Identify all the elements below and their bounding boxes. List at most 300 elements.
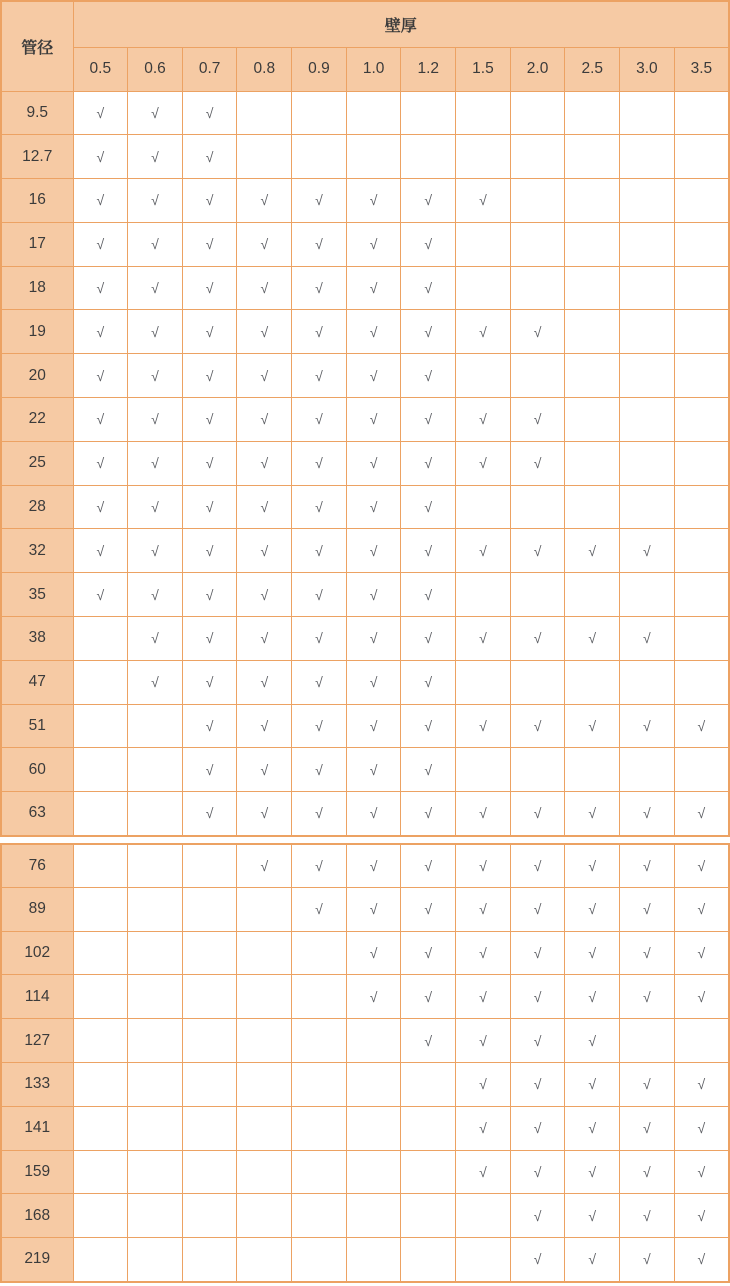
check-cell: √ <box>346 748 401 792</box>
check-cell <box>620 222 675 266</box>
thickness-col-header: 0.7 <box>182 47 237 91</box>
check-cell: √ <box>182 354 237 398</box>
check-cell <box>510 660 565 704</box>
table-row <box>1 310 729 354</box>
check-cell <box>182 844 237 888</box>
check-cell: √ <box>182 485 237 529</box>
table-row <box>1 398 729 442</box>
check-cell <box>620 748 675 792</box>
check-cell: √ <box>401 573 456 617</box>
table-row <box>1 1150 729 1194</box>
check-cell <box>73 748 128 792</box>
check-cell: √ <box>182 266 237 310</box>
check-cell: √ <box>128 310 183 354</box>
check-cell: √ <box>182 310 237 354</box>
check-cell <box>237 1238 292 1282</box>
check-cell <box>510 91 565 135</box>
table-row <box>1 1019 729 1063</box>
check-cell: √ <box>237 573 292 617</box>
diameter-cell: 60 <box>1 748 73 792</box>
diameter-cell: 35 <box>1 573 73 617</box>
check-cell: √ <box>510 1238 565 1282</box>
table-row <box>1 1106 729 1150</box>
check-cell: √ <box>73 91 128 135</box>
check-cell: √ <box>674 704 729 748</box>
check-cell <box>565 441 620 485</box>
check-cell: √ <box>510 704 565 748</box>
check-cell: √ <box>456 310 511 354</box>
check-cell <box>292 135 347 179</box>
check-cell: √ <box>620 704 675 748</box>
check-cell: √ <box>128 266 183 310</box>
check-cell: √ <box>456 398 511 442</box>
check-cell: √ <box>292 529 347 573</box>
check-cell: √ <box>182 179 237 223</box>
table-row <box>1 704 729 748</box>
diameter-cell: 133 <box>1 1063 73 1107</box>
table-row <box>1 222 729 266</box>
check-cell: √ <box>510 931 565 975</box>
check-cell <box>674 91 729 135</box>
check-cell <box>128 748 183 792</box>
check-cell <box>182 1238 237 1282</box>
check-cell: √ <box>73 310 128 354</box>
table-row <box>1 573 729 617</box>
check-cell <box>182 1019 237 1063</box>
check-cell: √ <box>565 844 620 888</box>
table-row <box>1 1063 729 1107</box>
check-cell: √ <box>620 1150 675 1194</box>
check-cell <box>456 222 511 266</box>
check-cell: √ <box>674 1150 729 1194</box>
check-cell <box>674 617 729 661</box>
diameter-cell: 168 <box>1 1194 73 1238</box>
diameter-cell: 25 <box>1 441 73 485</box>
pipe-spec-table-lower <box>0 843 730 1283</box>
check-cell <box>73 1150 128 1194</box>
check-cell: √ <box>346 529 401 573</box>
check-cell: √ <box>510 792 565 836</box>
check-cell: √ <box>401 354 456 398</box>
check-cell <box>620 573 675 617</box>
thickness-col-header: 2.5 <box>565 47 620 91</box>
check-cell: √ <box>510 1194 565 1238</box>
thickness-col-header: 0.5 <box>73 47 128 91</box>
diameter-cell: 38 <box>1 617 73 661</box>
check-cell: √ <box>565 975 620 1019</box>
check-cell <box>456 266 511 310</box>
check-cell: √ <box>620 1106 675 1150</box>
check-cell <box>182 1194 237 1238</box>
diameter-cell: 16 <box>1 179 73 223</box>
check-cell: √ <box>620 529 675 573</box>
check-cell: √ <box>456 792 511 836</box>
check-cell <box>674 573 729 617</box>
check-cell <box>237 1150 292 1194</box>
thickness-col-header: 0.6 <box>128 47 183 91</box>
check-cell: √ <box>346 398 401 442</box>
check-cell <box>73 844 128 888</box>
check-cell: √ <box>565 617 620 661</box>
check-cell: √ <box>73 135 128 179</box>
diameter-header: 管径 <box>1 1 73 91</box>
check-cell: √ <box>73 222 128 266</box>
check-cell <box>565 660 620 704</box>
check-cell: √ <box>401 748 456 792</box>
check-cell <box>128 1063 183 1107</box>
check-cell: √ <box>292 887 347 931</box>
check-cell: √ <box>346 573 401 617</box>
check-cell: √ <box>128 398 183 442</box>
check-cell <box>182 931 237 975</box>
check-cell: √ <box>401 975 456 1019</box>
check-cell <box>182 1106 237 1150</box>
check-cell <box>237 1194 292 1238</box>
diameter-cell: 141 <box>1 1106 73 1150</box>
check-cell: √ <box>128 485 183 529</box>
check-cell: √ <box>292 179 347 223</box>
check-cell <box>128 1106 183 1150</box>
check-cell: √ <box>674 1238 729 1282</box>
check-cell: √ <box>346 179 401 223</box>
check-cell: √ <box>401 1019 456 1063</box>
check-cell: √ <box>237 485 292 529</box>
check-cell <box>73 1238 128 1282</box>
check-cell <box>674 660 729 704</box>
check-cell <box>565 91 620 135</box>
check-cell: √ <box>128 179 183 223</box>
check-cell: √ <box>565 704 620 748</box>
check-cell: √ <box>292 844 347 888</box>
check-cell: √ <box>620 1194 675 1238</box>
check-cell <box>565 398 620 442</box>
check-cell: √ <box>237 704 292 748</box>
check-cell <box>620 179 675 223</box>
check-cell <box>674 1019 729 1063</box>
check-cell: √ <box>292 573 347 617</box>
thickness-col-header: 0.8 <box>237 47 292 91</box>
check-cell <box>510 179 565 223</box>
thickness-col-header: 0.9 <box>292 47 347 91</box>
check-cell: √ <box>510 975 565 1019</box>
check-cell <box>237 931 292 975</box>
check-cell <box>510 485 565 529</box>
check-cell <box>674 354 729 398</box>
check-cell <box>401 1106 456 1150</box>
check-cell: √ <box>401 844 456 888</box>
check-cell: √ <box>237 354 292 398</box>
check-cell <box>565 748 620 792</box>
check-cell: √ <box>565 1063 620 1107</box>
check-cell: √ <box>128 441 183 485</box>
diameter-cell: 9.5 <box>1 91 73 135</box>
check-cell <box>401 91 456 135</box>
check-cell: √ <box>346 975 401 1019</box>
check-cell: √ <box>73 179 128 223</box>
check-cell: √ <box>182 748 237 792</box>
check-cell: √ <box>674 792 729 836</box>
check-cell <box>73 1063 128 1107</box>
check-cell: √ <box>346 844 401 888</box>
check-cell: √ <box>73 573 128 617</box>
check-cell: √ <box>73 266 128 310</box>
check-cell <box>620 660 675 704</box>
check-cell: √ <box>346 310 401 354</box>
check-cell: √ <box>620 975 675 1019</box>
check-cell: √ <box>292 398 347 442</box>
check-cell <box>237 135 292 179</box>
check-cell <box>456 660 511 704</box>
check-cell: √ <box>128 354 183 398</box>
check-cell: √ <box>401 485 456 529</box>
check-cell: √ <box>292 354 347 398</box>
thickness-col-header: 1.2 <box>401 47 456 91</box>
check-cell <box>292 1019 347 1063</box>
diameter-cell: 22 <box>1 398 73 442</box>
check-cell: √ <box>182 792 237 836</box>
check-cell <box>620 354 675 398</box>
check-cell <box>565 310 620 354</box>
check-cell: √ <box>401 660 456 704</box>
check-cell <box>620 485 675 529</box>
check-cell: √ <box>401 441 456 485</box>
check-cell: √ <box>128 135 183 179</box>
check-cell: √ <box>510 887 565 931</box>
check-cell: √ <box>128 660 183 704</box>
check-cell <box>128 704 183 748</box>
check-cell <box>128 1194 183 1238</box>
check-cell <box>128 975 183 1019</box>
check-cell: √ <box>237 310 292 354</box>
table-row <box>1 266 729 310</box>
check-cell <box>401 1150 456 1194</box>
check-cell <box>73 792 128 836</box>
check-cell <box>128 1019 183 1063</box>
check-cell <box>674 135 729 179</box>
check-cell <box>292 91 347 135</box>
diameter-cell: 219 <box>1 1238 73 1282</box>
diameter-cell: 102 <box>1 931 73 975</box>
table-row <box>1 887 729 931</box>
check-cell: √ <box>182 222 237 266</box>
check-cell: √ <box>510 1106 565 1150</box>
diameter-cell: 19 <box>1 310 73 354</box>
check-cell <box>73 660 128 704</box>
check-cell: √ <box>237 660 292 704</box>
check-cell <box>401 1063 456 1107</box>
check-cell: √ <box>182 135 237 179</box>
check-cell <box>292 1194 347 1238</box>
check-cell <box>456 1238 511 1282</box>
diameter-cell: 18 <box>1 266 73 310</box>
check-cell <box>456 91 511 135</box>
wall-thickness-header: 壁厚 <box>73 1 729 47</box>
check-cell <box>674 441 729 485</box>
check-cell <box>565 485 620 529</box>
table-row <box>1 931 729 975</box>
check-cell: √ <box>128 573 183 617</box>
check-cell: √ <box>456 179 511 223</box>
check-cell <box>128 931 183 975</box>
table-header <box>1 1 729 91</box>
check-cell <box>237 1063 292 1107</box>
table-row <box>1 660 729 704</box>
check-cell <box>346 135 401 179</box>
check-cell <box>565 266 620 310</box>
check-cell: √ <box>456 441 511 485</box>
check-cell: √ <box>565 1150 620 1194</box>
check-cell: √ <box>401 887 456 931</box>
diameter-cell: 63 <box>1 792 73 836</box>
check-cell <box>674 222 729 266</box>
check-cell: √ <box>674 1194 729 1238</box>
check-cell <box>346 1194 401 1238</box>
check-cell <box>620 91 675 135</box>
check-cell: √ <box>292 441 347 485</box>
check-cell: √ <box>401 529 456 573</box>
check-cell: √ <box>182 704 237 748</box>
thickness-col-header: 3.5 <box>674 47 729 91</box>
check-cell <box>674 748 729 792</box>
check-cell: √ <box>182 441 237 485</box>
table-row <box>1 441 729 485</box>
check-cell: √ <box>620 792 675 836</box>
check-cell: √ <box>346 222 401 266</box>
check-cell: √ <box>237 792 292 836</box>
check-cell: √ <box>292 310 347 354</box>
check-cell <box>237 1106 292 1150</box>
check-cell <box>292 1238 347 1282</box>
check-cell: √ <box>456 1019 511 1063</box>
check-cell: √ <box>510 1019 565 1063</box>
table-row <box>1 975 729 1019</box>
check-cell <box>565 135 620 179</box>
check-cell: √ <box>510 617 565 661</box>
check-cell: √ <box>128 222 183 266</box>
check-cell <box>510 354 565 398</box>
table-row <box>1 485 729 529</box>
table-row <box>1 179 729 223</box>
check-cell <box>128 792 183 836</box>
check-cell <box>674 529 729 573</box>
check-cell <box>73 931 128 975</box>
table-row <box>1 135 729 179</box>
check-cell: √ <box>620 1063 675 1107</box>
check-cell: √ <box>456 887 511 931</box>
check-cell <box>346 1063 401 1107</box>
check-cell <box>456 573 511 617</box>
check-cell <box>674 310 729 354</box>
check-cell: √ <box>292 660 347 704</box>
diameter-cell: 127 <box>1 1019 73 1063</box>
check-cell: √ <box>510 1063 565 1107</box>
check-cell <box>73 704 128 748</box>
check-cell: √ <box>237 748 292 792</box>
check-cell: √ <box>674 887 729 931</box>
check-cell <box>565 222 620 266</box>
check-cell: √ <box>292 617 347 661</box>
check-cell <box>292 1063 347 1107</box>
check-cell <box>401 1194 456 1238</box>
check-cell: √ <box>401 179 456 223</box>
check-cell <box>73 975 128 1019</box>
check-cell <box>674 485 729 529</box>
check-cell: √ <box>346 441 401 485</box>
diameter-cell: 51 <box>1 704 73 748</box>
check-cell: √ <box>674 1063 729 1107</box>
check-cell: √ <box>620 931 675 975</box>
check-cell: √ <box>182 91 237 135</box>
check-cell: √ <box>510 398 565 442</box>
check-cell <box>182 1063 237 1107</box>
check-cell: √ <box>346 354 401 398</box>
thickness-col-header: 1.5 <box>456 47 511 91</box>
check-cell: √ <box>237 398 292 442</box>
diameter-cell: 89 <box>1 887 73 931</box>
check-cell <box>620 1019 675 1063</box>
check-cell <box>674 266 729 310</box>
diameter-cell: 114 <box>1 975 73 1019</box>
check-cell: √ <box>346 704 401 748</box>
diameter-cell: 32 <box>1 529 73 573</box>
check-cell: √ <box>73 441 128 485</box>
group-header-row <box>1 1 729 47</box>
check-cell <box>510 748 565 792</box>
check-cell <box>346 1106 401 1150</box>
check-cell: √ <box>401 792 456 836</box>
check-cell: √ <box>292 704 347 748</box>
check-cell: √ <box>73 398 128 442</box>
check-cell <box>401 1238 456 1282</box>
check-cell: √ <box>237 266 292 310</box>
check-cell: √ <box>456 844 511 888</box>
check-cell <box>510 266 565 310</box>
check-cell: √ <box>620 844 675 888</box>
check-cell: √ <box>292 485 347 529</box>
check-cell: √ <box>565 792 620 836</box>
check-cell: √ <box>128 91 183 135</box>
check-cell: √ <box>565 887 620 931</box>
check-cell: √ <box>346 660 401 704</box>
check-cell <box>237 91 292 135</box>
check-cell: √ <box>456 704 511 748</box>
check-cell <box>128 887 183 931</box>
check-cell: √ <box>237 529 292 573</box>
check-cell <box>237 975 292 1019</box>
check-cell: √ <box>401 617 456 661</box>
check-cell <box>510 222 565 266</box>
check-cell: √ <box>565 1194 620 1238</box>
check-cell: √ <box>456 529 511 573</box>
check-cell <box>182 1150 237 1194</box>
check-cell <box>182 975 237 1019</box>
check-cell <box>456 485 511 529</box>
check-cell: √ <box>674 1106 729 1150</box>
check-cell <box>128 844 183 888</box>
check-cell <box>456 354 511 398</box>
diameter-cell: 28 <box>1 485 73 529</box>
check-cell: √ <box>401 222 456 266</box>
table-row <box>1 1238 729 1282</box>
check-cell <box>456 135 511 179</box>
table-row <box>1 91 729 135</box>
table-row <box>1 354 729 398</box>
check-cell: √ <box>346 485 401 529</box>
check-cell: √ <box>565 931 620 975</box>
check-cell <box>128 1238 183 1282</box>
check-cell: √ <box>401 704 456 748</box>
check-cell: √ <box>292 222 347 266</box>
